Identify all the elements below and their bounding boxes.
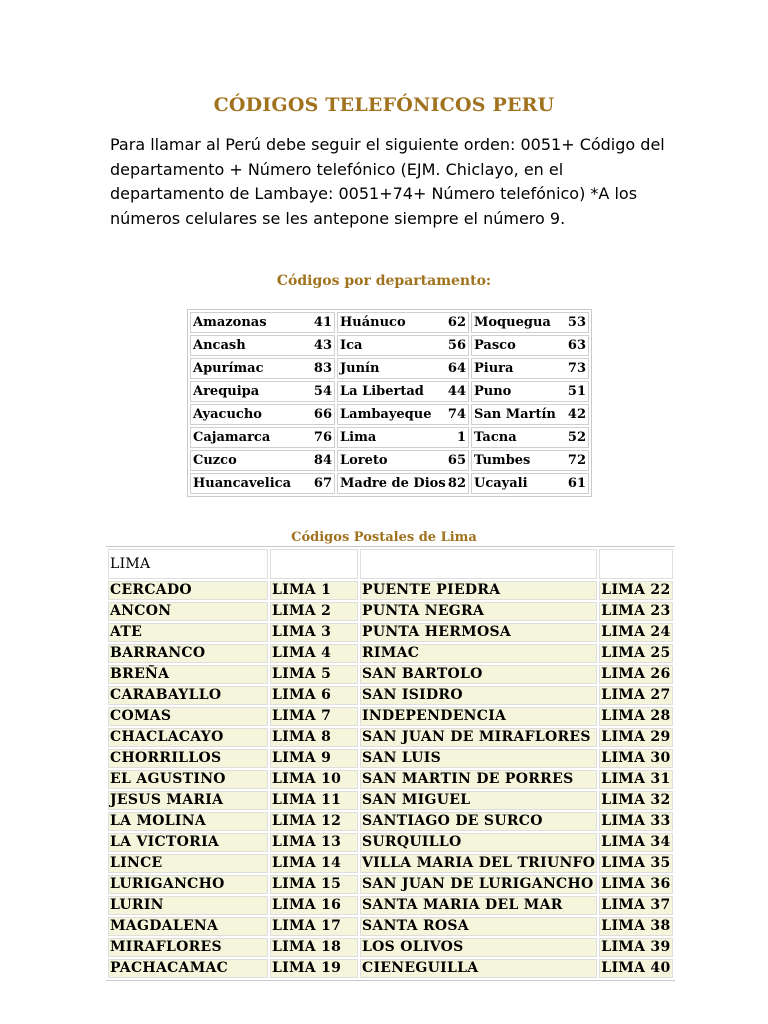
postal-code: LIMA 39 — [601, 939, 671, 955]
postal-code: LIMA 7 — [270, 707, 358, 726]
department-name: Pasco — [474, 338, 516, 353]
department-name: Piura — [474, 361, 514, 376]
district-name: SAN ISIDRO — [360, 686, 597, 705]
postal-row — [108, 938, 673, 957]
district-name: SAN MARTIN DE PORRES — [360, 770, 597, 789]
postal-code: LIMA 16 — [270, 896, 358, 915]
department-cell — [471, 404, 589, 425]
postal-row — [108, 770, 673, 789]
department-row — [190, 381, 589, 402]
postal-code: LIMA 33 — [601, 813, 671, 829]
department-cell — [471, 381, 589, 402]
department-code: 72 — [567, 453, 586, 468]
department-row — [190, 473, 589, 494]
district-name: SAN MIGUEL — [360, 791, 597, 810]
department-code: 53 — [567, 315, 586, 330]
postal-code: LIMA 5 — [270, 665, 358, 684]
department-code: 61 — [567, 476, 586, 491]
department-cell — [190, 312, 335, 333]
department-code: 84 — [313, 453, 332, 468]
district-name: SAN BARTOLO — [360, 665, 597, 684]
postal-code: LIMA 19 — [270, 959, 358, 978]
postal-code: LIMA 28 — [601, 708, 671, 724]
department-cell — [471, 450, 589, 471]
department-name: Apurímac — [193, 361, 264, 376]
postal-row — [108, 917, 673, 936]
department-name: Huánuco — [340, 315, 406, 330]
postal-code: LIMA 32 — [601, 792, 671, 808]
postal-row — [108, 875, 673, 894]
department-code: 51 — [567, 384, 586, 399]
department-name: Tacna — [474, 430, 517, 445]
department-name: Amazonas — [193, 315, 267, 330]
district-name: MIRAFLORES — [108, 938, 268, 957]
department-row — [190, 312, 589, 333]
district-name: SAN JUAN DE LURIGANCHO — [360, 875, 597, 894]
department-name: Puno — [474, 384, 512, 399]
postal-code: LIMA 27 — [601, 687, 671, 703]
district-name: COMAS — [108, 707, 268, 726]
district-name: LOS OLIVOS — [360, 938, 597, 957]
postal-code: LIMA 18 — [270, 938, 358, 957]
district-name: PACHACAMAC — [108, 959, 268, 978]
postal-code: LIMA 10 — [270, 770, 358, 789]
department-code: 66 — [313, 407, 332, 422]
postal-row — [108, 959, 673, 978]
postal-code: LIMA 1 — [270, 581, 358, 600]
department-cell — [337, 427, 469, 448]
district-name: CHORRILLOS — [108, 749, 268, 768]
district-name: LA VICTORIA — [108, 833, 268, 852]
department-code: 63 — [567, 338, 586, 353]
district-name: SURQUILLO — [360, 833, 597, 852]
department-name: Ancash — [193, 338, 246, 353]
district-name: VILLA MARIA DEL TRIUNFO — [362, 855, 596, 871]
department-name: Lambayeque — [340, 407, 432, 422]
department-name: Ucayali — [474, 476, 528, 491]
district-name: PUNTA NEGRA — [360, 602, 597, 621]
district-name: SAN LUIS — [360, 749, 597, 768]
district-name: SANTIAGO DE SURCO — [360, 812, 597, 831]
district-name: SAN JUAN DE MIRAFLORES — [360, 728, 597, 747]
district-name: ATE — [108, 623, 268, 642]
district-name: PUNTA HERMOSA — [360, 623, 597, 642]
postal-code: LIMA 38 — [601, 918, 671, 934]
postal-row — [108, 833, 673, 852]
district-name: LA MOLINA — [108, 812, 268, 831]
postal-codes-heading: Códigos Postales de Lima — [291, 530, 477, 545]
department-code: 62 — [447, 315, 466, 330]
postal-header-row — [108, 549, 673, 579]
postal-row — [108, 581, 673, 600]
postal-row — [108, 896, 673, 915]
department-cell — [190, 381, 335, 402]
department-cell — [190, 473, 335, 494]
department-cell — [337, 358, 469, 379]
department-row — [190, 335, 589, 356]
postal-header-cell: LIMA — [108, 549, 268, 579]
department-codes-table — [187, 309, 592, 497]
department-cell — [337, 335, 469, 356]
district-name: INDEPENDENCIA — [360, 707, 597, 726]
department-cell — [337, 312, 469, 333]
postal-code: LIMA 8 — [270, 728, 358, 747]
district-name: CARABAYLLO — [108, 686, 268, 705]
department-code: 67 — [313, 476, 332, 491]
department-code: 1 — [456, 430, 466, 445]
department-code: 42 — [567, 407, 586, 422]
department-name: Ayacucho — [193, 407, 262, 422]
department-name: Cuzco — [193, 453, 237, 468]
department-name: La Libertad — [340, 384, 424, 399]
postal-row — [108, 623, 673, 642]
district-name: MAGDALENA — [108, 917, 268, 936]
postal-code: LIMA 37 — [601, 897, 671, 913]
department-code: 44 — [447, 384, 466, 399]
postal-code: LIMA 36 — [601, 876, 671, 892]
postal-row — [108, 602, 673, 621]
postal-row — [108, 644, 673, 663]
postal-code: LIMA 15 — [270, 875, 358, 894]
postal-row — [108, 665, 673, 684]
department-code: 82 — [447, 476, 466, 491]
department-cell — [190, 427, 335, 448]
postal-code: LIMA 4 — [270, 644, 358, 663]
department-name: San Martín — [474, 407, 556, 422]
postal-code: LIMA 9 — [270, 749, 358, 768]
postal-code: LIMA 35 — [601, 855, 671, 871]
department-name: Madre de Dios — [340, 476, 446, 491]
department-cell — [471, 312, 589, 333]
postal-row — [108, 749, 673, 768]
postal-code: LIMA 26 — [601, 666, 671, 682]
postal-code: LIMA 11 — [270, 791, 358, 810]
district-name: BREÑA — [108, 665, 268, 684]
page-title: CÓDIGOS TELEFÓNICOS PERU — [213, 94, 555, 116]
postal-code: LIMA 2 — [270, 602, 358, 621]
postal-header-cell — [360, 549, 597, 579]
department-code: 73 — [567, 361, 586, 376]
department-cell — [471, 335, 589, 356]
postal-row — [108, 791, 673, 810]
department-code: 74 — [447, 407, 466, 422]
department-name: Lima — [340, 430, 377, 445]
department-cell — [190, 404, 335, 425]
postal-code: LIMA 40 — [601, 960, 671, 976]
department-row — [190, 427, 589, 448]
postal-codes-table — [106, 546, 675, 981]
department-code: 41 — [313, 315, 332, 330]
district-name: SANTA ROSA — [360, 917, 597, 936]
postal-header-cell — [270, 549, 358, 579]
district-name: BARRANCO — [108, 644, 268, 663]
district-name: CERCADO — [108, 581, 268, 600]
department-row — [190, 358, 589, 379]
department-cell — [190, 358, 335, 379]
postal-code: LIMA 14 — [270, 854, 358, 873]
district-name: LURIGANCHO — [108, 875, 268, 894]
department-codes-heading: Códigos por departamento: — [276, 273, 492, 289]
department-name: Junín — [340, 361, 380, 376]
intro-paragraph: Para llamar al Perú debe seguir el siguiente orden: 0051+ Código del departamento + Número telefónico (EJM. Chiclayo, en el departamento de Lambaye: 0051+74+ Número telefónico) *A los números celulares se les antepone siempre el número 9. — [110, 135, 665, 228]
postal-code: LIMA 13 — [270, 833, 358, 852]
district-name: PUENTE PIEDRA — [360, 581, 597, 600]
department-cell — [337, 450, 469, 471]
department-code: 65 — [447, 453, 466, 468]
district-name: CIENEGUILLA — [360, 959, 597, 978]
department-cell — [190, 450, 335, 471]
postal-row — [108, 812, 673, 831]
department-code: 54 — [313, 384, 332, 399]
postal-row — [108, 686, 673, 705]
postal-code: LIMA 22 — [601, 582, 671, 598]
postal-code: LIMA 17 — [270, 917, 358, 936]
postal-row — [108, 707, 673, 726]
department-cell — [471, 427, 589, 448]
department-code: 52 — [567, 430, 586, 445]
postal-code: LIMA 24 — [601, 624, 671, 640]
department-name: Tumbes — [474, 453, 531, 468]
department-name: Arequipa — [193, 384, 260, 399]
department-name: Moquegua — [474, 315, 551, 330]
postal-row — [108, 728, 673, 747]
department-name: Loreto — [340, 453, 388, 468]
department-row — [190, 404, 589, 425]
district-name: LURIN — [108, 896, 268, 915]
postal-code: LIMA 31 — [601, 771, 671, 787]
district-name: LINCE — [108, 854, 268, 873]
postal-code: LIMA 6 — [270, 686, 358, 705]
department-cell — [471, 473, 589, 494]
postal-code: LIMA 3 — [270, 623, 358, 642]
district-name: EL AGUSTINO — [108, 770, 268, 789]
district-name: SANTA MARIA DEL MAR — [360, 896, 597, 915]
department-name: Huancavelica — [193, 476, 291, 491]
department-cell — [337, 404, 469, 425]
postal-code: LIMA 25 — [601, 645, 671, 661]
department-cell — [337, 473, 469, 494]
department-code: 83 — [313, 361, 332, 376]
department-cell — [471, 358, 589, 379]
department-row — [190, 450, 589, 471]
department-name: Ica — [340, 338, 363, 353]
district-name: ANCON — [108, 602, 268, 621]
district-name: RIMAC — [360, 644, 597, 663]
postal-row — [108, 854, 673, 873]
department-name: Cajamarca — [193, 430, 271, 445]
department-cell — [190, 335, 335, 356]
department-code: 64 — [447, 361, 466, 376]
district-name: JESUS MARIA — [108, 791, 268, 810]
district-name: CHACLACAYO — [108, 728, 268, 747]
department-cell — [337, 381, 469, 402]
department-code: 76 — [313, 430, 332, 445]
postal-code: LIMA 23 — [601, 603, 671, 619]
postal-code: LIMA 29 — [601, 729, 671, 745]
postal-code: LIMA 12 — [270, 812, 358, 831]
department-code: 56 — [447, 338, 466, 353]
postal-code: LIMA 34 — [601, 834, 671, 850]
postal-header-cell — [599, 549, 672, 579]
department-code: 43 — [313, 338, 332, 353]
postal-code: LIMA 30 — [601, 750, 671, 766]
